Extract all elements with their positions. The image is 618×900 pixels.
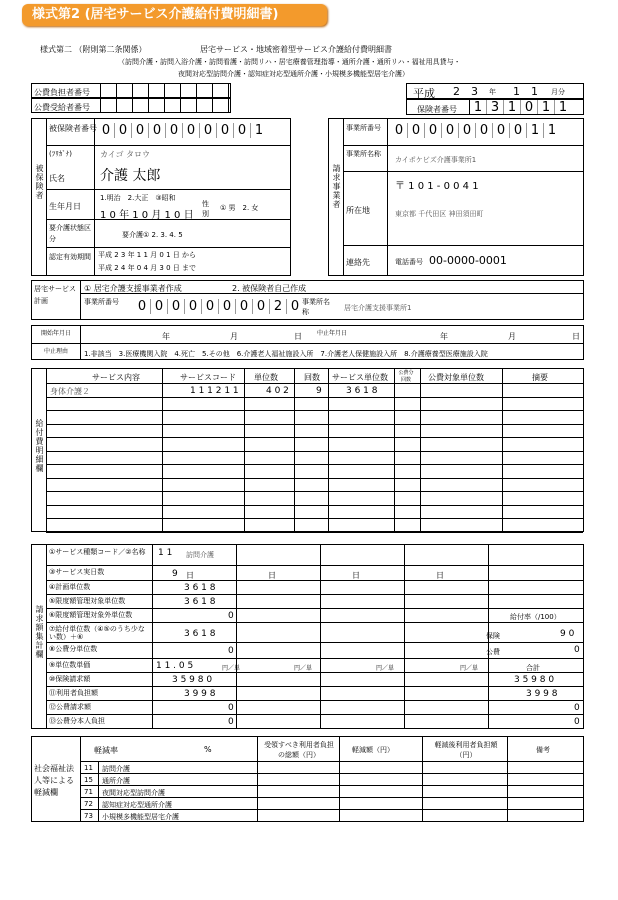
period-to: 平成 2 4 年 0 4 月 3 0 日 まで [98,264,196,272]
benefit-rate-label: 給付率（/100） [510,613,561,621]
row-service-code: 1 1 1 2 1 1 [190,386,239,396]
reduction-header-after: 軽減後利用者負担額（円） [434,741,498,759]
provider-digit: 0 [408,123,425,138]
provider-number-label: 事業所番号 [346,124,381,132]
billing-year-1: 2 [453,85,460,98]
provider-digit: 1 [547,123,557,138]
provider-digit: 0 [510,123,527,138]
payer-number-digits [100,84,231,97]
reduction-rate-pct: % [204,745,212,754]
insured-section-label: 被保険者 [35,164,44,200]
insured-digit: 0 [217,123,234,138]
claim-unit-price-unit-4: 円／単 [460,665,479,672]
claim-public-claim: 0 [228,703,234,713]
birth-eras: 1.明治 2.大正 ③昭和 [100,194,176,202]
claim-unit-price: 1 1 . 0 5 [156,661,194,671]
total-label: 合計 [526,664,540,672]
reduction-header-amount: 軽減額（円） [352,746,394,754]
form-subtitle-2: 夜間対応型訪問介護・認知症対応型通所介護・小規模多機能型居宅介護） [178,70,409,78]
claim-public-self: 0 [228,717,234,727]
start-year-unit: 年 [162,332,170,341]
reduction-row-code: 71 [84,788,93,796]
plan-name-label: 事業所名称 [302,298,330,316]
recipient-number-box [31,98,231,113]
row-units: 4 0 2 [266,386,289,396]
total-user-burden: 3 9 9 8 [526,689,558,699]
claim-unit-price-unit: 円／単 [222,665,241,672]
total-insurance-claim: 3 5 9 8 0 [514,675,555,685]
insured-digit: 0 [132,123,149,138]
claim-day-unit-4: 日 [436,571,444,580]
public-rate: 0 [574,645,580,655]
total-public-claim: 0 [574,703,580,713]
claim-limit-units: 3 6 1 8 [184,597,216,607]
header-service-units: サービス単位数 [332,373,388,382]
address-label: 所在地 [346,206,370,215]
provider-section-label: 請求事業者 [332,164,341,209]
insured-digit: 0 [115,123,132,138]
reduction-header-total: 受領すべき利用者負担の総額（円） [264,741,334,759]
tel-label: 電話番号 [395,258,423,266]
insured-number-digits [98,123,267,138]
claim-section-label: 請求額集計欄 [35,605,44,659]
insurer-digit: 1 [558,100,568,115]
insurer-number-digits [469,100,571,114]
provider-name: カイポケビズ介護事業所1 [395,156,477,164]
care-plan-label: 居宅サービス計画 [34,285,76,305]
start-date-label: 開始年月日 [40,330,71,337]
billing-month-1: 1 [513,85,520,98]
form-badge: 様式第2 (居宅サービス介護給付費明細書) [22,4,327,26]
plan-digit: 0 [134,299,151,314]
claim-days: 9 [172,569,178,579]
form-title: 居宅サービス・地域密着型サービス介護給付費明細書 [200,45,392,54]
billing-era: 平成 [413,87,435,100]
plan-digit: 2 [270,299,287,314]
header-public-count: 公費分回数 [398,370,414,383]
row-service-units: 3 6 1 8 [346,386,378,396]
plan-digit: 0 [290,299,300,314]
header-service-code: サービスコード [180,373,236,382]
care-plan-section [31,280,584,320]
reduction-rate-label: 軽減率 [94,746,118,755]
form-number: 様式第二 （附則第二条関係） [40,45,147,54]
stop-day-unit: 日 [572,332,580,341]
reduction-header-remarks: 備考 [536,746,550,754]
row-count: 9 [316,386,322,396]
provider-tel: 00-0000-0001 [429,254,507,267]
insured-digit: 1 [254,123,264,138]
claim-row-label: ⑩保険請求額 [49,675,91,683]
payer-number-label: 公費負担者番号 [34,88,90,97]
insured-digit: 0 [166,123,183,138]
claim-row-label: ⑫公費請求額 [49,703,91,711]
reduction-row-name: 認知症対応型通所介護 [102,801,172,809]
insurer-digit: 1 [504,100,521,114]
insured-digit: 0 [98,123,115,138]
period-label: 認定有効期間 [49,253,91,261]
stop-date-label: 中止年月日 [316,330,347,337]
provider-digit: 0 [459,123,476,138]
provider-section [328,118,584,276]
claim-day-unit-2: 日 [268,571,276,580]
header-service-content: サービス内容 [92,373,140,382]
insured-number-label: 被保険者番号 [49,124,97,133]
provider-digit: 0 [391,123,408,138]
start-day-unit: 日 [294,332,302,341]
provider-number-digits [391,123,560,138]
claim-row-label: ⑥限度額管理対象外単位数 [49,611,133,619]
plan-digit: 0 [168,299,185,314]
claim-plan-units: 3 6 1 8 [184,583,216,593]
insurer-digit: 1 [538,100,555,114]
reduction-row-code: 11 [84,764,93,772]
billing-year-2: 3 [471,85,478,98]
header-units: 単位数 [254,373,278,382]
reduction-section-label: 社会福祉法人等による軽減欄 [34,764,74,797]
form-subtitle-1: （訪問介護・訪問入浴介護・訪問看護・訪問リハ・居宅療養管理指導・通所介護・通所リハ・福祉用具貸与・ [118,58,461,66]
billing-month-box [406,83,584,99]
provider-digit: 0 [476,123,493,138]
claim-row-label: ③サービス実日数 [49,568,105,576]
insured-digit: 0 [200,123,217,138]
reduction-row-name: 訪問介護 [102,765,130,773]
billing-month-unit: 月分 [551,88,565,96]
benefit-detail-section [31,368,584,532]
claim-row-label: ⑤限度額管理対象単位数 [49,597,126,605]
claim-service-code: 1 1 [158,548,173,558]
insurer-number-box [406,99,584,115]
public-rate-label: 公費 [486,648,500,656]
service-dates-section [31,325,584,360]
stop-reasons: 1.非該当 3.医療機関入院 4.死亡 5.その他 6.介護老人福祉施設入所 7.介護老人保健施設入所 8.介護療養型医療施設入院 [84,350,488,358]
care-level-value: 要介護① 2. 3. 4. 5 [122,231,183,239]
claim-public-units: 0 [228,646,234,656]
claim-row-label: ⑬公費分本人負担 [49,717,105,725]
header-remarks: 摘要 [532,373,548,382]
stop-year-unit: 年 [440,332,448,341]
plan-provider-name: 居宅介護支援事業所1 [344,304,412,312]
reduction-section [31,736,584,822]
care-plan-option-1: ① 居宅介護支援事業者作成 [84,284,182,293]
claim-unit-price-unit-3: 円／単 [376,665,395,672]
contact-label: 連絡先 [346,258,370,267]
name-label: 氏名 [49,174,65,183]
claim-outside-units: 0 [228,611,234,621]
period-from: 平成 2 3 年 1 1 月 0 1 日 から [98,251,196,259]
provider-digit: 0 [425,123,442,138]
plan-number-label: 事業所番号 [84,298,119,306]
insurer-digit: 3 [487,100,504,114]
header-public-units: 公費対象単位数 [428,373,484,382]
provider-digit: 0 [493,123,510,138]
insured-name: 介護 太郎 [100,168,161,184]
reduction-row-name: 通所介護 [102,777,130,785]
insurance-rate-label: 保険 [486,632,500,640]
payer-number-box [31,83,231,98]
row-service-content: 身体介護２ [50,387,90,396]
provider-address: 東京都 千代田区 神田須田町 [395,210,484,218]
claim-unit-price-unit-2: 円／単 [294,665,313,672]
claim-row-label: ④計画単位数 [49,583,91,591]
claim-benefit-units: 3 6 1 8 [184,629,216,639]
billing-year-unit: 年 [489,88,496,96]
care-level-label: 要介護状態区分 [49,224,91,243]
claim-service-name: 訪問介護 [186,551,214,559]
reduction-row-code: 15 [84,776,93,784]
benefit-section-label: 給付費明細欄 [35,419,44,473]
claim-user-burden: 3 9 9 8 [184,689,216,699]
plan-digit: 0 [253,299,270,314]
provider-name-label: 事業所名称 [346,150,381,158]
provider-digit: 1 [527,123,544,138]
birth-date: 1 0 年 1 0 月 1 0 日 [100,210,194,221]
claim-day-unit-3: 日 [352,571,360,580]
header-count: 回数 [304,373,320,382]
birth-label: 生年月日 [49,202,81,211]
reduction-row-code: 72 [84,800,93,808]
billing-month-2: 1 [531,85,538,98]
recipient-number-label: 公費受給者番号 [34,103,90,112]
start-month-unit: 月 [230,332,238,341]
reduction-row-name: 小規模多機能型居宅介護 [102,813,179,821]
plan-digit: 0 [236,299,253,314]
plan-digit: 0 [185,299,202,314]
insured-section [31,118,291,276]
provider-digit: 0 [442,123,459,138]
insurer-number-label: 保険者番号 [417,105,457,114]
claim-row-label: ⑨単位数単価 [49,661,91,669]
claim-insurance-amount: 3 5 9 8 0 [172,675,213,685]
claim-row-label: ⑦給付単位数（④⑤のうち少ない数）＋⑥ [49,625,145,641]
reduction-row-name: 夜間対応型訪問介護 [102,789,165,797]
claim-summary-section [31,544,584,729]
total-public-self: 0 [574,717,580,727]
insurer-digit: 0 [521,100,538,114]
plan-number-digits [134,299,303,314]
stop-reason-label: 中止理由 [43,348,68,355]
claim-row-label: ①サービス種類コード／②名称 [49,548,146,556]
insurer-digit: 1 [470,100,487,114]
recipient-number-digits [100,99,231,112]
insured-kana: カイゴ タロウ [100,150,150,159]
care-plan-option-2: 2. 被保険者自己作成 [232,284,307,293]
plan-digit: 0 [151,299,168,314]
insured-digit: 0 [183,123,200,138]
plan-digit: 0 [219,299,236,314]
insured-digit: 0 [234,123,251,138]
kana-label: (ﾌﾘｶﾞﾅ) [49,150,72,158]
insured-digit: 0 [149,123,166,138]
claim-day-unit: 日 [186,571,194,580]
reduction-row-code: 73 [84,812,93,820]
claim-row-label: ⑧公費分単位数 [49,645,98,653]
plan-digit: 0 [202,299,219,314]
provider-zip: 〒 1 0 1 - 0 0 4 1 [395,181,479,192]
claim-row-label: ⑪利用者負担額 [49,689,98,697]
stop-month-unit: 月 [508,332,516,341]
sex-value: ① 男 2. 女 [220,204,259,212]
insurance-rate: 9 0 [560,629,575,639]
sex-label: 性別 [202,200,209,218]
